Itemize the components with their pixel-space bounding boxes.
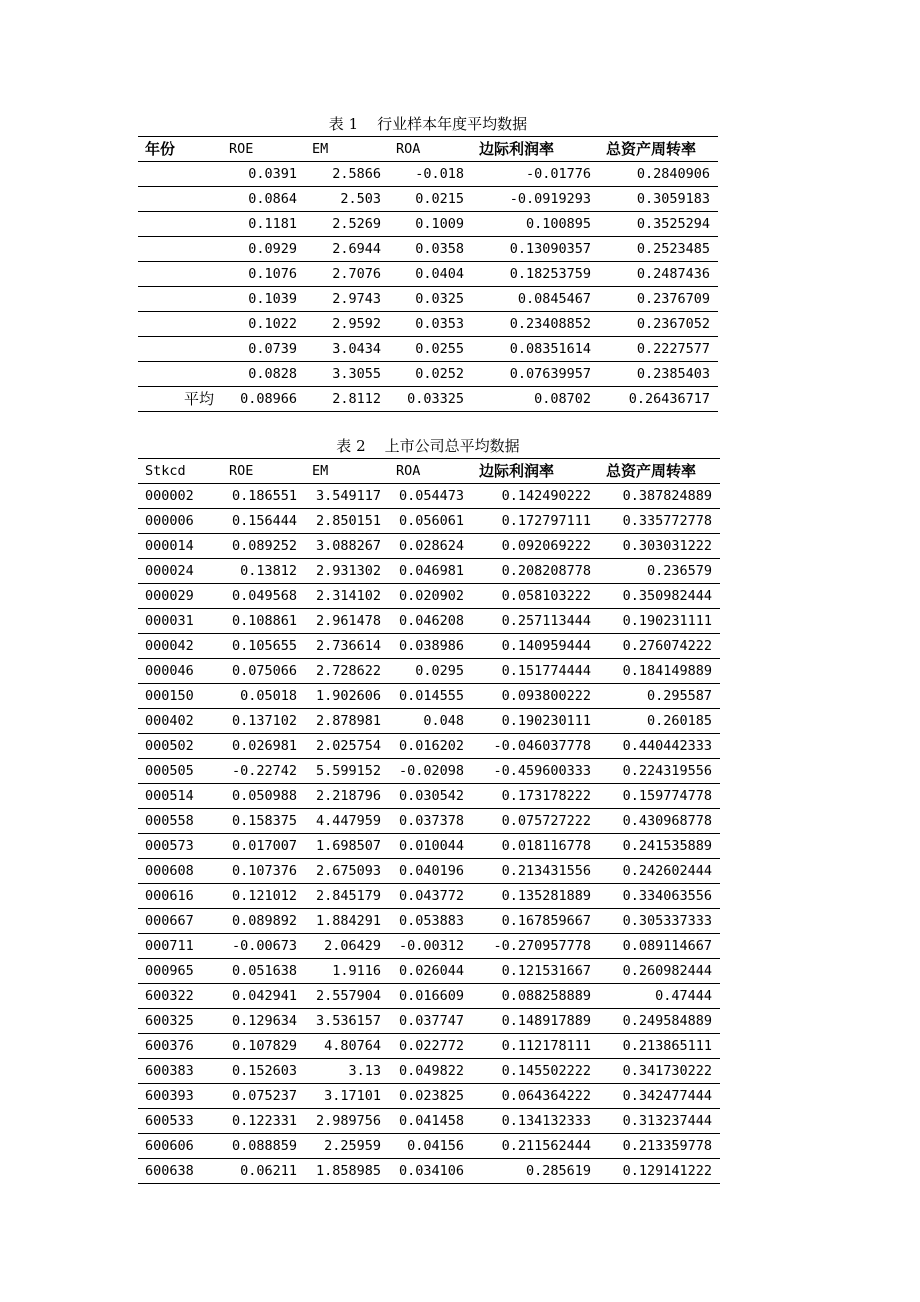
- data-cell: 0.0325: [389, 287, 472, 312]
- data-cell: 0.020902: [389, 584, 472, 609]
- row-label-cell: 600322: [138, 984, 222, 1009]
- data-cell: 0.1076: [222, 262, 305, 287]
- data-cell: -0.00673: [222, 934, 305, 959]
- data-cell: 0.105655: [222, 634, 305, 659]
- row-label-cell: 000514: [138, 784, 222, 809]
- table-row: [138, 212, 718, 237]
- table2-body: [138, 484, 720, 1184]
- data-cell: 0.313237444: [599, 1109, 720, 1134]
- row-label-cell: 600376: [138, 1034, 222, 1059]
- data-cell: 0.0358: [389, 237, 472, 262]
- data-cell: 0.0864: [222, 187, 305, 212]
- data-cell: 0.0391: [222, 162, 305, 187]
- data-cell: 0.285619: [472, 1159, 599, 1184]
- data-cell: 0.06211: [222, 1159, 305, 1184]
- data-cell: 0.03325: [389, 387, 472, 412]
- row-label-cell: 600393: [138, 1084, 222, 1109]
- data-cell: 0.2376709: [599, 287, 718, 312]
- table1: [138, 136, 718, 412]
- table-row: [138, 1109, 720, 1134]
- table-row: [138, 759, 720, 784]
- row-label-cell: 000046: [138, 659, 222, 684]
- data-cell: 0.0215: [389, 187, 472, 212]
- data-cell: 0.159774778: [599, 784, 720, 809]
- data-cell: 0.1009: [389, 212, 472, 237]
- data-cell: 0.010044: [389, 834, 472, 859]
- data-cell: -0.0919293: [472, 187, 599, 212]
- table-row: [138, 237, 718, 262]
- data-cell: 0.023825: [389, 1084, 472, 1109]
- data-cell: 0.075066: [222, 659, 305, 684]
- data-cell: 0.075727222: [472, 809, 599, 834]
- data-cell: 0.173178222: [472, 784, 599, 809]
- data-cell: 0.1181: [222, 212, 305, 237]
- data-cell: 2.7076: [305, 262, 389, 287]
- data-cell: 2.736614: [305, 634, 389, 659]
- data-cell: -0.22742: [222, 759, 305, 784]
- table-row: [138, 834, 720, 859]
- data-cell: 0.051638: [222, 959, 305, 984]
- data-cell: 0.47444: [599, 984, 720, 1009]
- data-cell: 2.8112: [305, 387, 389, 412]
- data-cell: 0.022772: [389, 1034, 472, 1059]
- data-cell: 0.350982444: [599, 584, 720, 609]
- row-label-cell: 000024: [138, 559, 222, 584]
- data-cell: 0.093800222: [472, 684, 599, 709]
- header-stkcd: Stkcd: [138, 459, 222, 484]
- data-cell: 2.314102: [305, 584, 389, 609]
- data-cell: 0.037747: [389, 1009, 472, 1034]
- data-cell: 0.017007: [222, 834, 305, 859]
- data-cell: 0.213359778: [599, 1134, 720, 1159]
- table-row: [138, 312, 718, 337]
- table2: [138, 458, 720, 1184]
- row-label-cell: [138, 262, 222, 287]
- data-cell: 1.698507: [305, 834, 389, 859]
- data-cell: 0.0353: [389, 312, 472, 337]
- data-cell: 0.122331: [222, 1109, 305, 1134]
- data-cell: 3.088267: [305, 534, 389, 559]
- data-cell: 2.675093: [305, 859, 389, 884]
- data-cell: -0.00312: [389, 934, 472, 959]
- table-row: [138, 634, 720, 659]
- data-cell: 0.242602444: [599, 859, 720, 884]
- table-row: [138, 337, 718, 362]
- data-cell: 0.236579: [599, 559, 720, 584]
- data-cell: 2.503: [305, 187, 389, 212]
- data-cell: 0.2227577: [599, 337, 718, 362]
- data-cell: 0.430968778: [599, 809, 720, 834]
- table-row: [138, 609, 720, 634]
- data-cell: -0.046037778: [472, 734, 599, 759]
- table-row: [138, 1009, 720, 1034]
- data-cell: 0.046981: [389, 559, 472, 584]
- table-row: [138, 484, 720, 509]
- table-row: [138, 984, 720, 1009]
- header-em: EM: [305, 137, 389, 162]
- data-cell: 2.5866: [305, 162, 389, 187]
- data-cell: 0.037378: [389, 809, 472, 834]
- data-cell: 0.167859667: [472, 909, 599, 934]
- data-cell: 0.092069222: [472, 534, 599, 559]
- data-cell: 0.030542: [389, 784, 472, 809]
- data-cell: 0.0255: [389, 337, 472, 362]
- row-label-cell: 600638: [138, 1159, 222, 1184]
- data-cell: 0.18253759: [472, 262, 599, 287]
- data-cell: 0.137102: [222, 709, 305, 734]
- data-cell: 2.557904: [305, 984, 389, 1009]
- table-row: [138, 387, 718, 412]
- data-cell: 0.152603: [222, 1059, 305, 1084]
- data-cell: 0.140959444: [472, 634, 599, 659]
- row-label-cell: [138, 312, 222, 337]
- data-cell: 0.053883: [389, 909, 472, 934]
- table-row: [138, 784, 720, 809]
- data-cell: 0.05018: [222, 684, 305, 709]
- data-cell: 2.5269: [305, 212, 389, 237]
- header-em: EM: [305, 459, 389, 484]
- data-cell: 0.049822: [389, 1059, 472, 1084]
- data-cell: 2.989756: [305, 1109, 389, 1134]
- row-label-cell: [138, 237, 222, 262]
- data-cell: 0.335772778: [599, 509, 720, 534]
- table-row: [138, 809, 720, 834]
- data-cell: 0.0828: [222, 362, 305, 387]
- data-cell: 0.0845467: [472, 287, 599, 312]
- row-label-cell: 000502: [138, 734, 222, 759]
- table2-header-row: [138, 459, 720, 484]
- header-turnover: 总资产周转率: [599, 137, 718, 162]
- table-row: [138, 1134, 720, 1159]
- data-cell: 4.447959: [305, 809, 389, 834]
- data-cell: 0.07639957: [472, 362, 599, 387]
- table-row: [138, 559, 720, 584]
- data-cell: 5.599152: [305, 759, 389, 784]
- data-cell: 0.158375: [222, 809, 305, 834]
- table1-header-row: [138, 137, 718, 162]
- data-cell: 0.026044: [389, 959, 472, 984]
- data-cell: 0.190230111: [472, 709, 599, 734]
- row-label-cell: [138, 187, 222, 212]
- header-roa: ROA: [389, 459, 472, 484]
- data-cell: -0.01776: [472, 162, 599, 187]
- data-cell: 0.13090357: [472, 237, 599, 262]
- data-cell: -0.02098: [389, 759, 472, 784]
- data-cell: 2.25959: [305, 1134, 389, 1159]
- data-cell: 0.0404: [389, 262, 472, 287]
- row-label-cell: 000505: [138, 759, 222, 784]
- data-cell: 3.3055: [305, 362, 389, 387]
- data-cell: 0.3525294: [599, 212, 718, 237]
- row-label-cell: [138, 287, 222, 312]
- data-cell: 0.121531667: [472, 959, 599, 984]
- table2-caption: 表 2 上市公司总平均数据: [336, 437, 520, 455]
- data-cell: 0.08702: [472, 387, 599, 412]
- data-cell: 0.088859: [222, 1134, 305, 1159]
- data-cell: 0.050988: [222, 784, 305, 809]
- row-label-cell: 600606: [138, 1134, 222, 1159]
- table-row: [138, 1034, 720, 1059]
- data-cell: 2.9592: [305, 312, 389, 337]
- data-cell: 0.026981: [222, 734, 305, 759]
- data-cell: 0.156444: [222, 509, 305, 534]
- data-cell: 0.108861: [222, 609, 305, 634]
- table-row: [138, 734, 720, 759]
- row-label-cell: 600325: [138, 1009, 222, 1034]
- row-label-cell: [138, 212, 222, 237]
- data-cell: 0.260185: [599, 709, 720, 734]
- row-label-cell: 000042: [138, 634, 222, 659]
- row-label-cell: 600383: [138, 1059, 222, 1084]
- row-label-cell: 000014: [138, 534, 222, 559]
- data-cell: 0.075237: [222, 1084, 305, 1109]
- table-row: [138, 187, 718, 212]
- table-row: [138, 287, 718, 312]
- data-cell: 2.9743: [305, 287, 389, 312]
- data-cell: 0.2487436: [599, 262, 718, 287]
- data-cell: 0.26436717: [599, 387, 718, 412]
- row-label-cell: [138, 337, 222, 362]
- table-row: [138, 909, 720, 934]
- data-cell: 0.016202: [389, 734, 472, 759]
- data-cell: 0.3059183: [599, 187, 718, 212]
- data-cell: 1.902606: [305, 684, 389, 709]
- table-row: [138, 709, 720, 734]
- data-cell: 2.728622: [305, 659, 389, 684]
- data-cell: 0.088258889: [472, 984, 599, 1009]
- data-cell: 0.129634: [222, 1009, 305, 1034]
- data-cell: 0.134132333: [472, 1109, 599, 1134]
- data-cell: 0.190231111: [599, 609, 720, 634]
- data-cell: 3.549117: [305, 484, 389, 509]
- data-cell: 0.100895: [472, 212, 599, 237]
- data-cell: 0.2523485: [599, 237, 718, 262]
- table-row: [138, 934, 720, 959]
- data-cell: 0.208208778: [472, 559, 599, 584]
- table-row: [138, 1159, 720, 1184]
- data-cell: 0.107376: [222, 859, 305, 884]
- data-cell: 0.303031222: [599, 534, 720, 559]
- data-cell: 0.034106: [389, 1159, 472, 1184]
- data-cell: 0.145502222: [472, 1059, 599, 1084]
- header-roe: ROE: [222, 137, 305, 162]
- data-cell: 0.1022: [222, 312, 305, 337]
- data-cell: 0.089892: [222, 909, 305, 934]
- row-label-cell: 000558: [138, 809, 222, 834]
- row-label-cell: 000616: [138, 884, 222, 909]
- table-row: [138, 509, 720, 534]
- row-label-cell: 000667: [138, 909, 222, 934]
- data-cell: 0.056061: [389, 509, 472, 534]
- data-cell: 0.0295: [389, 659, 472, 684]
- data-cell: 2.845179: [305, 884, 389, 909]
- data-cell: 0.249584889: [599, 1009, 720, 1034]
- data-cell: 0.08351614: [472, 337, 599, 362]
- data-cell: 0.121012: [222, 884, 305, 909]
- data-cell: 2.931302: [305, 559, 389, 584]
- data-cell: 4.80764: [305, 1034, 389, 1059]
- data-cell: 0.016609: [389, 984, 472, 1009]
- data-cell: 2.025754: [305, 734, 389, 759]
- row-label-cell: 000029: [138, 584, 222, 609]
- data-cell: 0.129141222: [599, 1159, 720, 1184]
- data-cell: 0.054473: [389, 484, 472, 509]
- data-cell: -0.270957778: [472, 934, 599, 959]
- data-cell: 0.135281889: [472, 884, 599, 909]
- table-row: [138, 684, 720, 709]
- row-label-cell: 000402: [138, 709, 222, 734]
- data-cell: 0.387824889: [599, 484, 720, 509]
- table1-body: [138, 162, 718, 412]
- data-cell: 2.06429: [305, 934, 389, 959]
- data-cell: -0.018: [389, 162, 472, 187]
- table-row: [138, 162, 718, 187]
- table-row: [138, 584, 720, 609]
- data-cell: 0.184149889: [599, 659, 720, 684]
- data-cell: 2.961478: [305, 609, 389, 634]
- data-cell: 0.046208: [389, 609, 472, 634]
- data-cell: 0.049568: [222, 584, 305, 609]
- data-cell: 0.0739: [222, 337, 305, 362]
- data-cell: 1.9116: [305, 959, 389, 984]
- header-margin: 边际利润率: [472, 459, 599, 484]
- row-label-cell: 000002: [138, 484, 222, 509]
- data-cell: 0.334063556: [599, 884, 720, 909]
- header-roe: ROE: [222, 459, 305, 484]
- data-cell: 0.276074222: [599, 634, 720, 659]
- row-label-cell: 600533: [138, 1109, 222, 1134]
- data-cell: 2.878981: [305, 709, 389, 734]
- row-label-cell: 平均: [138, 387, 222, 412]
- row-label-cell: 000150: [138, 684, 222, 709]
- row-label-cell: 000608: [138, 859, 222, 884]
- data-cell: 3.13: [305, 1059, 389, 1084]
- data-cell: 3.536157: [305, 1009, 389, 1034]
- data-cell: 0.172797111: [472, 509, 599, 534]
- data-cell: 0.440442333: [599, 734, 720, 759]
- table-row: [138, 959, 720, 984]
- data-cell: 0.213865111: [599, 1034, 720, 1059]
- row-label-cell: 000006: [138, 509, 222, 534]
- data-cell: 0.107829: [222, 1034, 305, 1059]
- data-cell: 0.0929: [222, 237, 305, 262]
- data-cell: 0.295587: [599, 684, 720, 709]
- data-cell: 0.148917889: [472, 1009, 599, 1034]
- row-label-cell: 000031: [138, 609, 222, 634]
- data-cell: 0.042941: [222, 984, 305, 1009]
- row-label-cell: [138, 162, 222, 187]
- data-cell: 0.014555: [389, 684, 472, 709]
- data-cell: 3.0434: [305, 337, 389, 362]
- data-cell: 0.142490222: [472, 484, 599, 509]
- data-cell: 0.064364222: [472, 1084, 599, 1109]
- data-cell: 0.13812: [222, 559, 305, 584]
- data-cell: 0.018116778: [472, 834, 599, 859]
- table-row: [138, 884, 720, 909]
- data-cell: 0.305337333: [599, 909, 720, 934]
- data-cell: 0.089252: [222, 534, 305, 559]
- data-cell: 0.041458: [389, 1109, 472, 1134]
- data-cell: 0.04156: [389, 1134, 472, 1159]
- data-cell: 0.08966: [222, 387, 305, 412]
- data-cell: 0.260982444: [599, 959, 720, 984]
- data-cell: -0.459600333: [472, 759, 599, 784]
- data-cell: 0.043772: [389, 884, 472, 909]
- data-cell: 0.342477444: [599, 1084, 720, 1109]
- data-cell: 0.211562444: [472, 1134, 599, 1159]
- data-cell: 0.23408852: [472, 312, 599, 337]
- data-cell: 2.6944: [305, 237, 389, 262]
- row-label-cell: 000573: [138, 834, 222, 859]
- data-cell: 0.028624: [389, 534, 472, 559]
- data-cell: 0.040196: [389, 859, 472, 884]
- table-row: [138, 1084, 720, 1109]
- data-cell: 2.850151: [305, 509, 389, 534]
- data-cell: 0.2840906: [599, 162, 718, 187]
- header-year: 年份: [138, 137, 222, 162]
- data-cell: 0.0252: [389, 362, 472, 387]
- data-cell: 0.151774444: [472, 659, 599, 684]
- row-label-cell: 000965: [138, 959, 222, 984]
- table-row: [138, 362, 718, 387]
- data-cell: 0.1039: [222, 287, 305, 312]
- data-cell: 3.17101: [305, 1084, 389, 1109]
- data-cell: 0.048: [389, 709, 472, 734]
- data-cell: 2.218796: [305, 784, 389, 809]
- row-label-cell: 000711: [138, 934, 222, 959]
- data-cell: 0.2367052: [599, 312, 718, 337]
- data-cell: 0.2385403: [599, 362, 718, 387]
- data-cell: 0.038986: [389, 634, 472, 659]
- table-row: [138, 659, 720, 684]
- data-cell: 0.341730222: [599, 1059, 720, 1084]
- row-label-cell: [138, 362, 222, 387]
- header-turnover: 总资产周转率: [599, 459, 720, 484]
- table-row: [138, 1059, 720, 1084]
- data-cell: 0.058103222: [472, 584, 599, 609]
- data-cell: 0.089114667: [599, 934, 720, 959]
- table-row: [138, 534, 720, 559]
- data-cell: 0.213431556: [472, 859, 599, 884]
- data-cell: 0.186551: [222, 484, 305, 509]
- data-cell: 0.112178111: [472, 1034, 599, 1059]
- table-row: [138, 859, 720, 884]
- header-margin: 边际利润率: [472, 137, 599, 162]
- header-roa: ROA: [389, 137, 472, 162]
- data-cell: 1.884291: [305, 909, 389, 934]
- data-cell: 0.241535889: [599, 834, 720, 859]
- table-row: [138, 262, 718, 287]
- data-cell: 0.257113444: [472, 609, 599, 634]
- data-cell: 0.224319556: [599, 759, 720, 784]
- data-cell: 1.858985: [305, 1159, 389, 1184]
- table1-caption: 表 1 行业样本年度平均数据: [328, 115, 528, 133]
